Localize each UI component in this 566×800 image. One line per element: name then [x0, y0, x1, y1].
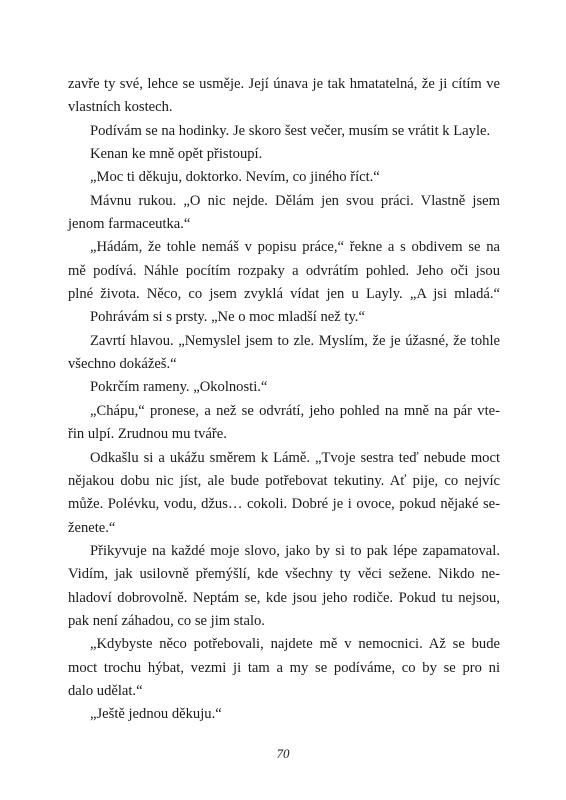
text-line: „Ještě jednou děkuju.“	[90, 706, 222, 723]
text-line: plné života. Něco, co jsem zvyklá vídat jen u Layly. „A jsi mladá.“	[68, 286, 500, 303]
text-line: dalo udělat.“	[68, 682, 143, 699]
text-line: vlastních kostech.	[68, 99, 173, 116]
text-line: Vidím, jak usilovně přemýšlí, kde všechny ty věci sežene. Nikdo ne-	[68, 566, 500, 583]
text-line: řin ulpí. Zrudnou mu tváře.	[68, 426, 227, 443]
text-line: moct trochu hýbat, vezmi ji tam a my se podíváme, co by se pro ni	[68, 659, 500, 676]
text-line: nějakou dobu nic jíst, ale bude potřebovat tekutiny. Ať pije, co nejvíc	[68, 472, 500, 489]
text-line: všechno dokážeš.“	[68, 356, 177, 373]
text-line: Přikyvuje na každé moje slovo, jako by si to pak lépe zapamatoval.	[90, 542, 500, 559]
text-line: Pokrčím rameny. „Okolnosti.“	[90, 379, 268, 396]
text-line: ženete.“	[68, 519, 116, 536]
text-line: „Moc ti děkuju, doktorko. Nevím, co jiného říct.“	[90, 169, 380, 186]
text-line: „Chápu,“ pronese, a než se odvrátí, jeho pohled na mně na pár vte-	[90, 402, 500, 419]
text-line: Zavrtí hlavou. „Nemyslel jsem to zle. Myslím, že je úžasné, že tohle	[90, 332, 500, 349]
text-line: zavře ty své, lehce se usměje. Její únava je tak hmatatelná, že ji cítím ve	[68, 76, 500, 92]
page-number: 70	[276, 746, 290, 761]
text-line: může. Polévku, vodu, džus… cokoli. Dobré je i ovoce, pokud nějaké se-	[68, 496, 500, 513]
text-line: Mávnu rukou. „O nic nejde. Dělám jen svou práci. Vlastně jsem	[90, 192, 500, 209]
text-line: Kenan ke mně opět přistoupí.	[90, 146, 263, 163]
text-line: „Hádám, že tohle nemáš v popisu práce,“ řekne a s obdivem se na	[90, 239, 500, 256]
text-line: jenom farmaceutka.“	[68, 216, 191, 233]
text-line: Odkašlu si a ukážu směrem k Lámě. „Tvoje sestra teď nebude moct	[90, 449, 500, 466]
text-line: hladoví dobrovolně. Neptám se, kde jsou jeho rodiče. Pokud tu nejsou,	[68, 589, 500, 606]
text-line: Podívám se na hodinky. Je skoro šest večer, musím se vrátit k Layle.	[90, 122, 491, 139]
text-line: mě podívá. Náhle pocítím rozpaky a odvrátím pohled. Jeho oči jsou	[68, 262, 500, 279]
text-line: Pohrávám si s prsty. „Ne o moc mladší než ty.“	[90, 309, 365, 326]
text-line: „Kdybyste něco potřebovali, najdete mě v nemocnici. Až se bude	[90, 636, 500, 653]
text-line: pak není záhadou, co se jim stalo.	[68, 612, 265, 629]
body-text	[68, 73, 500, 727]
